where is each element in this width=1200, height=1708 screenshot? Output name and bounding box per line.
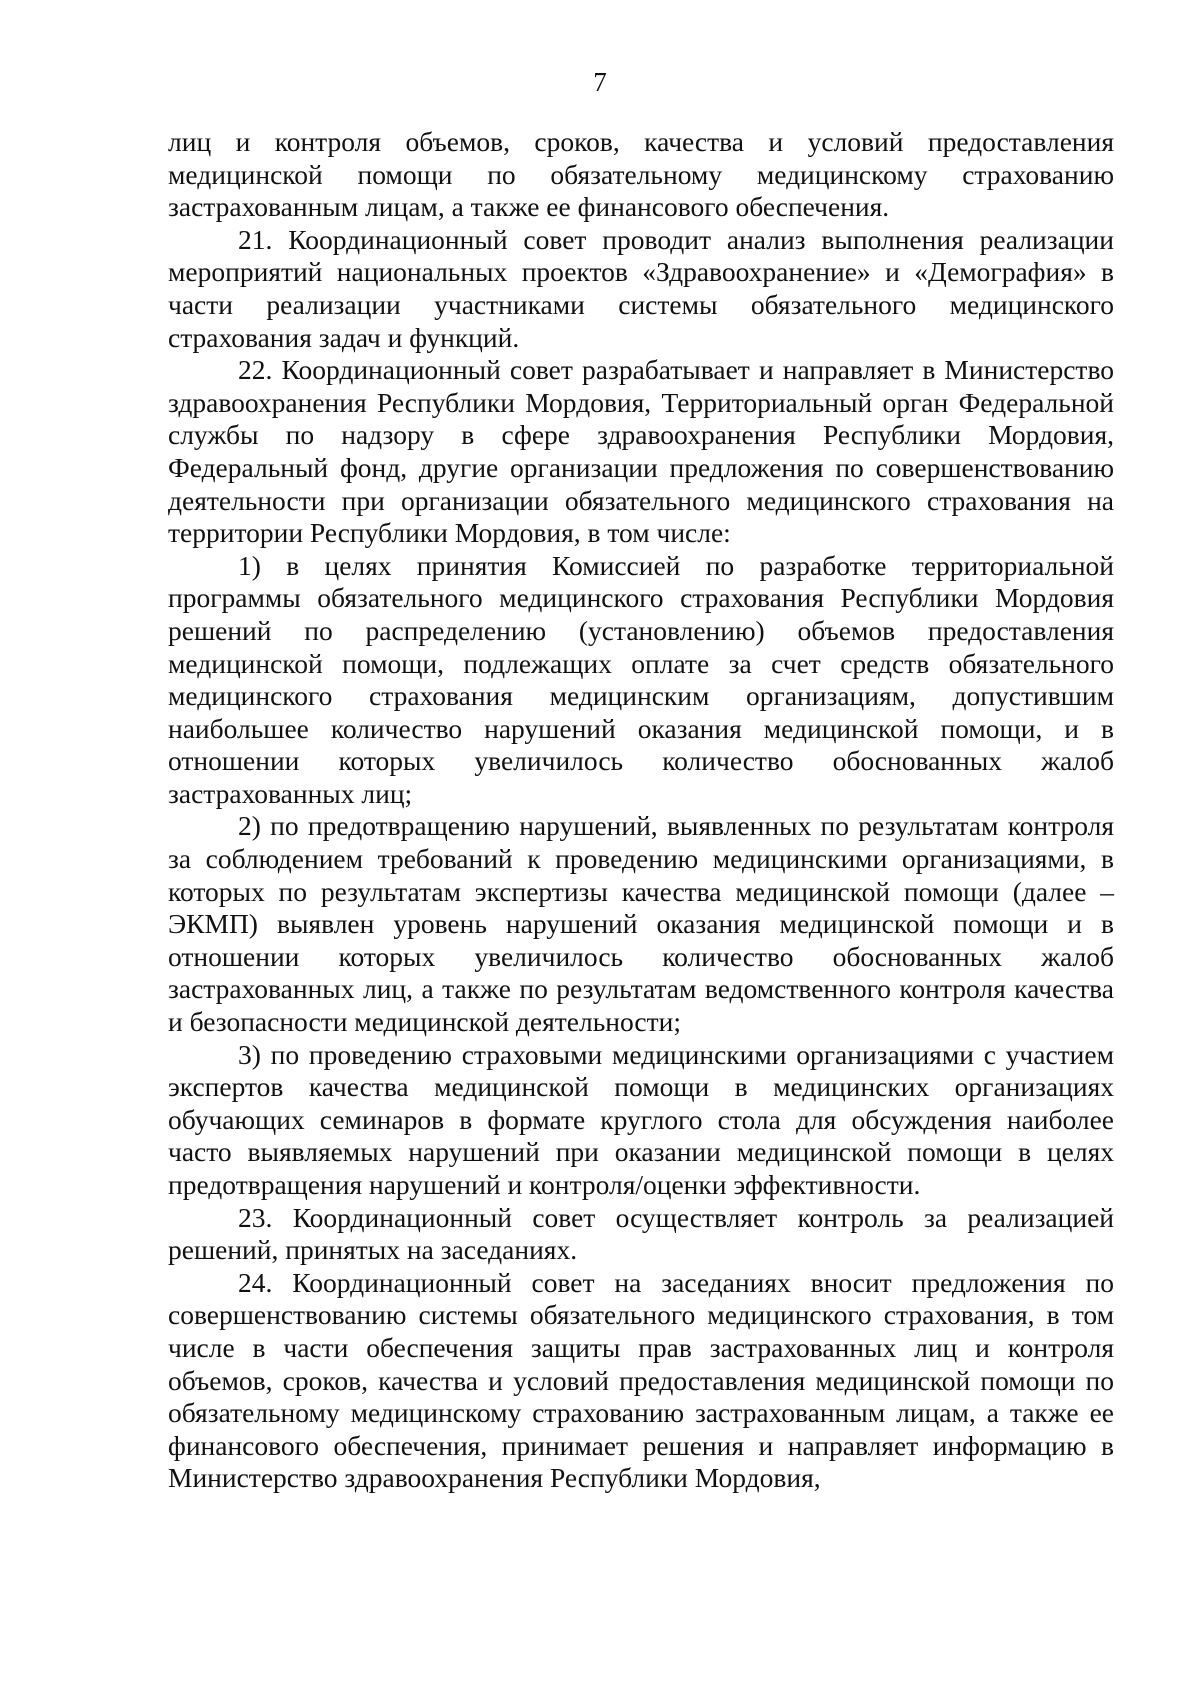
paragraph-23: 23. Координационный совет осуществляет контроль за реализацией решений, принятых на заседаниях.: [168, 1201, 1114, 1266]
document-body: [168, 126, 1114, 1495]
paragraph-continuation: лиц и контроля объемов, сроков, качества и условий предоставления медицинской помощи по обязательному медицинскому страхованию застрахованным лицам, а также ее финансового обеспечения.: [168, 126, 1114, 223]
list-item-3: 3) по проведению страховыми медицинскими организациями с участием экспертов качества медицинской помощи в медицинских организациях обучающих семинаров в формате круглого стола для обсуждения наиболее часто выявляемых нарушений при оказании медицинской помощи в целях предотвращения нарушений и контроля/оценки эффективности.: [168, 1038, 1114, 1200]
list-item-2: 2) по предотвращению нарушений, выявленных по результатам контроля за соблюдением требований к проведению медицинскими организациями, в которых по результатам экспертизы качества медицинской помощи (далее – ЭКМП) выявлен уровень нарушений оказания медицинской помощи и в отношении которых увеличилось количество обоснованных жалоб застрахованных лиц, а также по результатам ведомственного контроля качества и безопасности медицинской деятельности;: [168, 810, 1114, 1038]
paragraph-24: 24. Координационный совет на заседаниях вносит предложения по совершенствованию системы обязательного медицинского страхования, в том числе в части обеспечения защиты прав застрахованных лиц и контроля объемов, сроков, качества и условий предоставления медицинской помощи по обязательному медицинскому страхованию застрахованным лицам, а также ее финансового обеспечения, принимает решения и направляет информацию в Министерство здравоохранения Республики Мордовия,: [168, 1266, 1114, 1494]
paragraph-21: 21. Координационный совет проводит анализ выполнения реализации мероприятий национальных проектов «Здравоохранение» и «Демография» в части реализации участниками системы обязательного медицинского страхования задач и функций.: [168, 223, 1114, 353]
page-number: 7: [593, 67, 607, 97]
list-item-1: 1) в целях принятия Комиссией по разработке территориальной программы обязательного медицинского страхования Республики Мордовия решений по распределению (установлению) объемов предоставления медицинской помощи, подлежащих оплате за счет средств обязательного медицинского страхования медицинским организациям, допустившим наибольшее количество нарушений оказания медицинской помощи, и в отношении которых увеличилось количество обоснованных жалоб застрахованных лиц;: [168, 549, 1114, 809]
paragraph-22: 22. Координационный совет разрабатывает и направляет в Министерство здравоохранения Республики Мордовия, Территориальный орган Федеральной службы по надзору в сфере здравоохранения Республики Мордовия, Федеральный фонд, другие организации предложения по совершенствованию деятельности при организации обязательного медицинского страхования на территории Республики Мордовия, в том числе:: [168, 354, 1114, 549]
